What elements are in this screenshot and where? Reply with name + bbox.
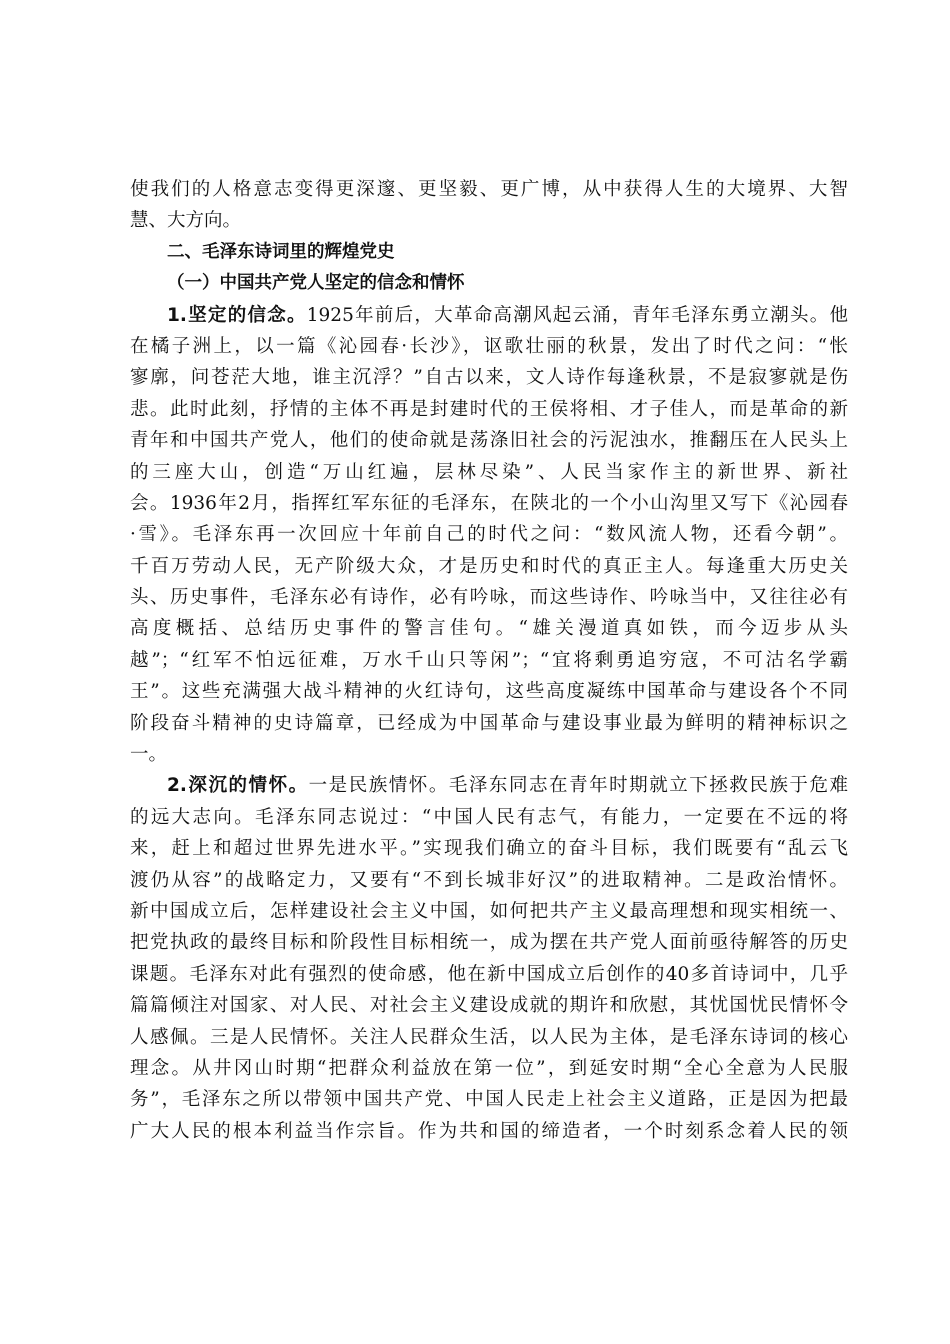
- para1-line: 青年和中国共产党人，他们的使命就是荡涤旧社会的污泥浊水，推翻压在人民头上: [130, 430, 848, 452]
- subsection-heading: （一）中国共产党人坚定的信念和情怀: [167, 273, 465, 294]
- intro-line-2: 慧、大方向。: [130, 210, 242, 232]
- para1-line: 会。1936年2月，指挥红军东征的毛泽东，在陕北的一个小山沟里又写下《沁园春: [130, 492, 848, 514]
- para1-last-line: 一。: [130, 744, 168, 766]
- para1-first-line-text: 1925年前后，大革命高潮风起云涌，青年毛泽东勇立潮头。他: [306, 304, 848, 326]
- para2-line: 广大人民的根本利益当作宗旨。作为共和国的缔造者，一个时刻系念着人民的领: [130, 1120, 848, 1142]
- para2-first-line-text: 一是民族情怀。毛泽东同志在青年时期就立下拯救民族于危难: [308, 775, 848, 797]
- para1-line: 王”。这些充满强大战斗精神的火红诗句，这些高度凝练中国革命与建设各个不同: [130, 681, 848, 703]
- para1-line: 在橘子洲上，以一篇《沁园春·长沙》，讴歌壮丽的秋景，发出了时代之问：“怅: [130, 335, 848, 357]
- para1-line: 千百万劳动人民，无产阶级大众，才是历史和时代的真正主人。每逢重大历史关: [130, 555, 848, 577]
- para2-line: 人感佩。三是人民情怀。关注人民群众生活，以人民为主体，是毛泽东诗词的核心: [130, 1026, 848, 1048]
- para2-line: 的远大志向。毛泽东同志说过：“中国人民有志气，有能力，一定要在不远的将: [130, 806, 848, 828]
- para1-line: 高度概括、总结历史事件的警言佳句。“雄关漫道真如铁，而今迈步从头: [130, 618, 848, 640]
- para2-line: 务”，毛泽东之所以带领中国共产党、中国人民走上社会主义道路，正是因为把最: [130, 1089, 848, 1111]
- para1-line: 寥廓，问苍茫大地，谁主沉浮？”自古以来，文人诗作每逢秋景，不是寂寥就是伤: [130, 367, 848, 389]
- para1-line: 阶段奋斗精神的史诗篇章，已经成为中国革命与建设事业最为鲜明的精神标识之: [130, 712, 848, 734]
- para1-lead: 1.坚定的信念。: [167, 304, 307, 326]
- para2-line: 篇篇倾注对国家、对人民、对社会主义建设成就的期许和欣慰，其忧国忧民情怀令: [130, 995, 848, 1017]
- para2-lead: 2.深沉的情怀。: [167, 775, 309, 797]
- para2-first-line: [130, 770, 848, 801]
- para1-line: 头、历史事件，毛泽东必有诗作，必有吟咏，而这些诗作、吟咏当中，又往往必有: [130, 587, 848, 609]
- para1-line: 的三座大山，创造“万山红遍，层林尽染”、人民当家作主的新世界、新社: [130, 461, 848, 483]
- para2-line: 课题。毛泽东对此有强烈的使命感，他在新中国成立后创作的40多首诗词中，几乎: [130, 963, 848, 985]
- section-heading: 二、毛泽东诗词里的辉煌党史: [167, 241, 395, 262]
- para1-line: 悲。此时此刻，抒情的主体不再是封建时代的王侯将相、才子佳人，而是革命的新: [130, 398, 848, 420]
- para1-line: 越”；“红军不怕远征难，万水千山只等闲”；“宜将剩勇追穷寇，不可沽名学霸: [130, 649, 848, 671]
- para2-line: 新中国成立后，怎样建设社会主义中国，如何把共产主义最高理想和现实相统一、: [130, 900, 848, 922]
- para2-line: 理念。从井冈山时期“把群众利益放在第一位”，到延安时期“全心全意为人民服: [130, 1057, 848, 1079]
- para1-line: ·雪》。毛泽东再一次回应十年前自己的时代之问：“数风流人物，还看今朝”。: [130, 524, 848, 546]
- para2-line: 把党执政的最终目标和阶段性目标相统一，成为摆在共产党人面前亟待解答的历史: [130, 932, 848, 954]
- para1-first-line: [130, 300, 848, 331]
- para2-line: 来，赶上和超过世界先进水平。”实现我们确立的奋斗目标，我们既要有“乱云飞: [130, 838, 848, 860]
- intro-line-1: 使我们的人格意志变得更深邃、更坚毅、更广博，从中获得人生的大境界、大智: [130, 179, 848, 200]
- para2-line: 渡仍从容”的战略定力，又要有“不到长城非好汉”的进取精神。二是政治情怀。: [130, 869, 848, 891]
- document-page: [130, 174, 848, 1147]
